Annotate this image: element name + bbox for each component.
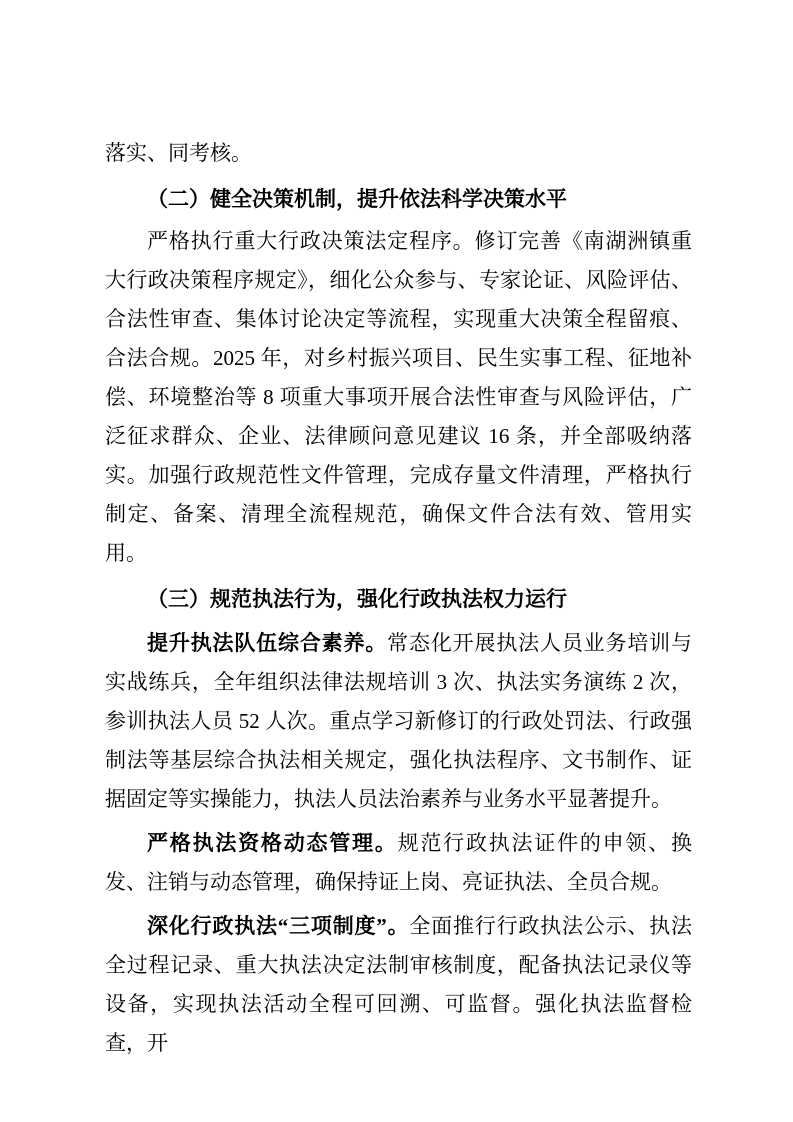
document-body bbox=[105, 180, 692, 1063]
paragraph-lead: 提升执法队伍综合素养。 bbox=[147, 631, 388, 655]
paragraph: 深化行政执法“三项制度”。全面推行行政执法公示、执法全过程记录、重大执法决定法制审核制度，配备执法记录仪等设备，实现执法活动全程可回溯、可监督。强化执法监督检查，开 bbox=[105, 914, 693, 1055]
paragraph-lead: 深化行政执法“三项制度”。 bbox=[147, 914, 410, 938]
paragraph: 提升执法队伍综合素养。常态化开展执法人员业务培训与实战练兵，全年组织法律法规培训 3 次、执法实务演练 2 次，参训执法人员 52 人次。重点学习新修订的行政处罚法、行政强制法等基层综合执法相关规定，强化执法程序、文书制作、证据固定等实操能力，执法人员法治素养与业务水平显著提升。 bbox=[105, 631, 693, 811]
paragraph: 严格执行重大行政决策法定程序。修订完善《南湖洲镇重大行政决策程序规定》，细化公众参与、专家论证、风险评估、合法性审查、集体讨论决定等流程，实现重大决策全程留痕、合法合规。2025 年，对乡村振兴项目、民生实事工程、征地补偿、环境整治等 8 项重大事项开展合法性审查与风险评估，广泛征求群众、企业、法律顾问意见建议 16 条，并全部吸纳落实。加强行政规范性文件管理，完成存量文件清理，严格执行制定、备案、清理全流程规范，确保文件合法有效、管用实用。 bbox=[105, 229, 692, 565]
paragraph-lead: 严格执法资格动态管理。 bbox=[147, 831, 398, 855]
section-heading: （三）规范执法行为，强化行政执法权力运行 bbox=[147, 587, 567, 611]
continuation-line: 落实、同考核。 bbox=[105, 141, 252, 165]
section-heading: （二）健全决策机制，提升依法科学决策水平 bbox=[147, 187, 567, 211]
paragraph: 严格执法资格动态管理。规范行政执法证件的申领、换发、注销与动态管理，确保持证上岗、亮证执法、全员合规。 bbox=[105, 831, 692, 894]
